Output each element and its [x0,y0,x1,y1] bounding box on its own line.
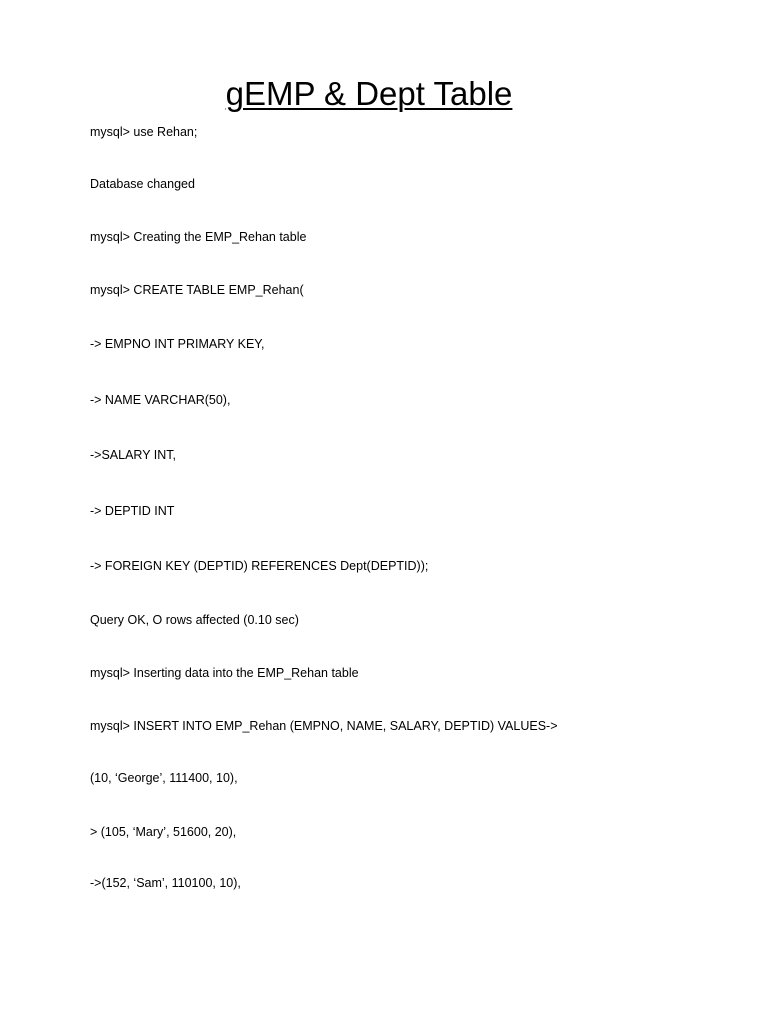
sql-line-deptid-column: -> DEPTID INT [90,504,175,518]
sql-line-use-database: mysql> use Rehan; [90,125,198,139]
sql-line-salary-column: ->SALARY INT, [90,448,177,462]
sql-line-values-row-1: (10, ‘George’, 111400, 10), [90,771,238,785]
sql-line-foreign-key: -> FOREIGN KEY (DEPTID) REFERENCES Dept(DEPTID)); [90,559,429,573]
sql-line-create-table: mysql> CREATE TABLE EMP_Rehan( [90,283,304,297]
sql-line-insert-into: mysql> INSERT INTO EMP_Rehan (EMPNO, NAME, SALARY, DEPTID) VALUES-> [90,719,558,733]
page-title: gEMP & Dept Table [225,75,513,112]
sql-line-creating-comment: mysql> Creating the EMP_Rehan table [90,230,307,244]
sql-line-values-row-3: ->(152, ‘Sam’, 110100, 10), [90,876,241,890]
sql-line-database-changed: Database changed [90,177,195,191]
sql-line-empno-column: -> EMPNO INT PRIMARY KEY, [90,337,265,351]
sql-line-query-ok: Query OK, O rows affected (0.10 sec) [90,613,299,627]
sql-line-values-row-2: > (105, ‘Mary’, 51600, 20), [90,825,237,839]
sql-line-name-column: -> NAME VARCHAR(50), [90,393,231,407]
sql-line-inserting-comment: mysql> Inserting data into the EMP_Rehan table [90,666,359,680]
